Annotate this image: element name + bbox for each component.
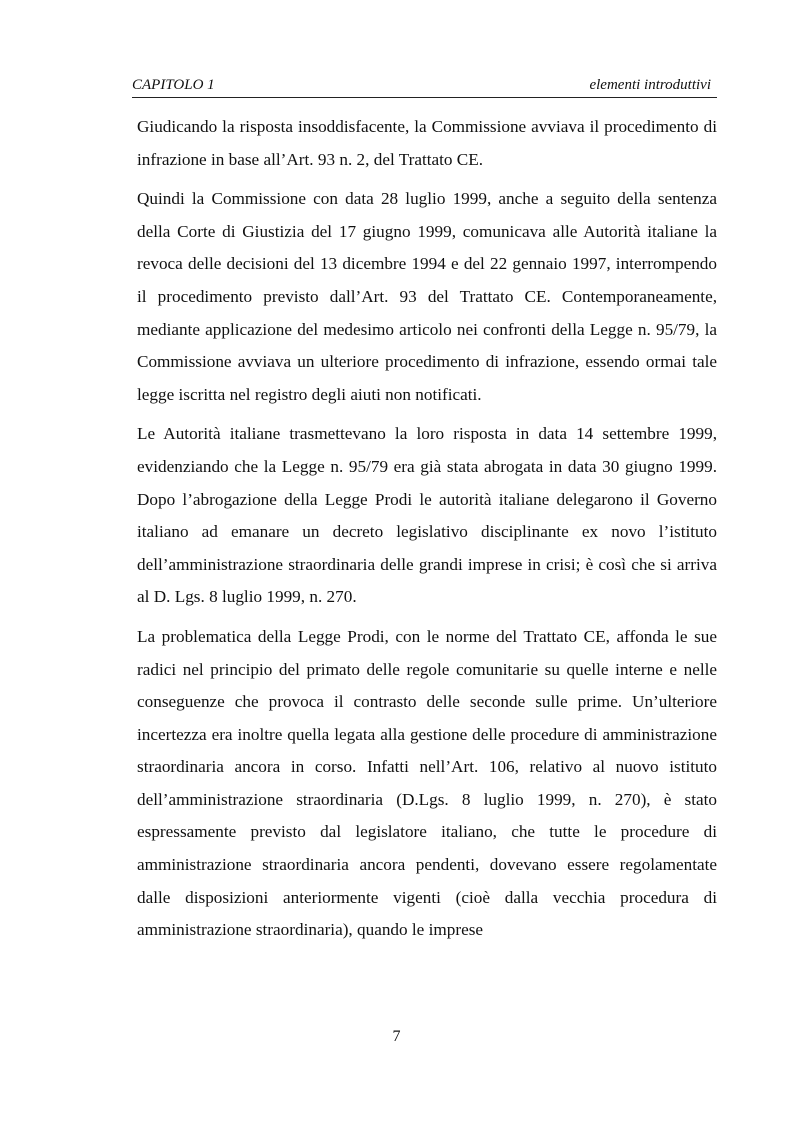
chapter-label: CAPITOLO 1	[132, 77, 215, 93]
paragraph-2: Quindi la Commissione con data 28 luglio 1999, anche a seguito della sentenza della Corte di Giustizia del 17 giugno 1999, comunicava alle Autorità italiane la revoca delle decisioni del 13 dicembre 1994 e del 22 gennaio 1997, interrompendo il procedimento previsto dall’Art. 93 del Trattato CE. Contemporaneamente, mediante applicazione del medesimo articolo nei confronti della Legge n. 95/79, la Commissione avviava un ulteriore procedimento di infrazione, essendo ormai tale legge iscritta nel registro degli aiuti non notificati.	[137, 189, 717, 404]
body-text	[137, 111, 717, 954]
paragraph-1: Giudicando la risposta insoddisfacente, la Commissione avviava il procedimento di infrazione in base all’Art. 93 n. 2, del Trattato CE.	[137, 117, 717, 169]
paragraph-3: Le Autorità italiane trasmettevano la loro risposta in data 14 settembre 1999, evidenziando che la Legge n. 95/79 era già stata abrogata in data 30 giugno 1999. Dopo l’abrogazione della Legge Prodi le autorità italiane delegarono il Governo italiano ad emanare un decreto legislativo disciplinante ex novo l’istituto dell’amministrazione straordinaria delle grandi imprese in crisi; è così che si arriva al D. Lgs. 8 luglio 1999, n. 270.	[137, 424, 717, 607]
page-number: 7	[392, 1028, 401, 1045]
paragraph-4: La problematica della Legge Prodi, con le norme del Trattato CE, affonda le sue radici nel principio del primato delle regole comunitarie su quelle interne e nelle conseguenze che provoca il contrasto delle seconde sulle prime. Un’ulteriore incertezza era inoltre quella legata alla gestione delle procedure di amministrazione straordinaria ancora in corso. Infatti nell’Art. 106, relativo al nuovo istituto dell’amministrazione straordinaria (D.Lgs. 8 luglio 1999, n. 270), è stato espressamente previsto dal legislatore italiano, che tutte le procedure di amministrazione straordinaria ancora pendenti, dovevano essere regolamentate dalle disposizioni anteriormente vigenti (cioè dalla vecchia procedura di amministrazione straordinaria), quando le imprese	[137, 626, 717, 940]
running-header	[132, 77, 717, 98]
section-label: elementi introduttivi	[589, 77, 711, 93]
